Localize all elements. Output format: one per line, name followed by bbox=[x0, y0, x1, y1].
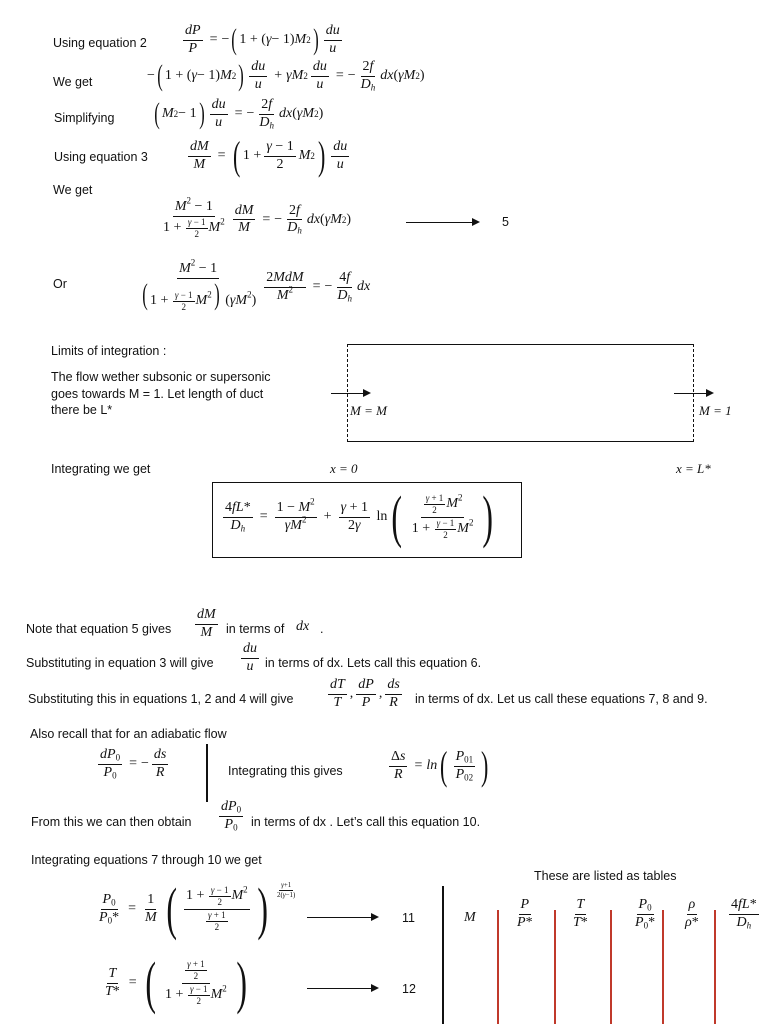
vertical-divider-1 bbox=[206, 744, 208, 802]
duct-right-mach: M = 1 bbox=[699, 403, 732, 418]
label-obtain-post: in terms of dx . Let’s call this equation 10. bbox=[251, 815, 481, 829]
label-limits-line2: goes towards M = 1. Let length of duct bbox=[51, 387, 264, 401]
label-tables-note: These are listed as tables bbox=[534, 869, 677, 883]
equation-dp0-over-p0: $\frac{dP_0}{P_0}$ = − $\frac{ds}{R}$ bbox=[100, 747, 167, 781]
duct-left-mach: M = M bbox=[350, 403, 387, 418]
math-du-over-u-inline: $\frac{du}{u}$ bbox=[243, 641, 257, 674]
table-divider-3 bbox=[610, 910, 612, 1024]
equation-5: $M^2 - 1$ 1 + $\frac{\gamma - 1}{2}$ $M^2$ $\frac{dM}{M}$ = − $\frac{2f}{D_h}$ dx ( γM 2 ) bbox=[163, 195, 352, 240]
duct-outlet-arrow bbox=[674, 393, 712, 394]
table-header-p0-ratio: $\frac{P_0}{P_0*}$ bbox=[635, 897, 656, 931]
equation-entropy-ratio: $\frac{\Delta s}{R}$ = ln ( $\frac{P_{01}}{P_{02}}$ ) bbox=[391, 743, 489, 788]
equation-dp-over-p: $\frac{dP}{P}$ = − ( 1 + ( γ − 1) M 2 ) $\frac{du}{u}$ bbox=[185, 23, 340, 57]
label-integrating-gives: Integrating this gives bbox=[228, 764, 343, 778]
label-we-get-2: We get bbox=[53, 183, 93, 197]
duct-top-wall bbox=[347, 344, 694, 345]
label-limits-line3: there be L* bbox=[51, 403, 113, 417]
table-header-p-ratio: $\frac{P}{P*}$ bbox=[517, 897, 533, 930]
math-dt-dp-ds-inline: $\frac{dT}{T}$ , $\frac{dP}{P}$ , $\frac{ds}{R}$ bbox=[330, 677, 400, 710]
label-or: Or bbox=[53, 277, 67, 291]
table-divider-5 bbox=[714, 910, 716, 1024]
table-header-t-ratio: $\frac{T}{T*}$ bbox=[573, 897, 588, 930]
equation-number-12: 12 bbox=[402, 982, 416, 996]
label-subst3-pre: Substituting in equation 3 will give bbox=[26, 656, 214, 670]
arrow-to-eq11 bbox=[307, 917, 377, 918]
arrow-to-eq5 bbox=[406, 222, 478, 223]
label-using-equation-3: Using equation 3 bbox=[54, 150, 148, 164]
duct-inlet-arrow bbox=[331, 393, 369, 394]
label-subst124-pre: Substituting this in equations 1, 2 and 4 will give bbox=[28, 692, 294, 706]
duct-bottom-wall bbox=[347, 441, 694, 442]
equation-dm-over-m: $\frac{dM}{M}$ = ( 1 + $\frac{\gamma - 1}{2}$ M 2 ) $\frac{du}{u}$ bbox=[190, 133, 348, 178]
equation-or-form: $M^2 - 1$ ( 1 + $\frac{\gamma - 1}{2}$ $M^2$) $(\gamma M^2)$ $\frac{\text{2MdM}}{M^2}$ = − $\frac{4f}{D_h}$ dx bbox=[142, 257, 371, 313]
label-subst3-post: in terms of dx. Lets call this equation 6. bbox=[265, 656, 482, 670]
label-integrating-we-get: Integrating we get bbox=[51, 462, 151, 476]
equation-fanno-length: $\frac{4fL*}{D_h}$ = $\frac{1 - M^2}{\gamma M^2}$ + $\frac{\gamma + 1}{2\gamma}$ ln ( $\frac{\gamma + 1}{2}$ $M^2$ 1 + $\frac{\gamma - 1}{2}$ $M^2$ ) bbox=[225, 484, 494, 549]
label-using-equation-2: Using equation 2 bbox=[53, 36, 147, 50]
label-note-pre: Note that equation 5 gives bbox=[26, 622, 172, 636]
table-divider-1 bbox=[497, 910, 499, 1024]
label-note-post: in terms of bbox=[226, 622, 285, 636]
label-obtain-pre: From this we can then obtain bbox=[31, 815, 192, 829]
equation-11: $\frac{P_0}{P_0*}$ = $\frac{1}{M}$ ( 1 + $\frac{\gamma - 1}{2}$ $M^2$ $\frac{\gamma + 1}{2}$ ) $\frac{\gamma+1}{2(\gamma-1)}$ bbox=[99, 876, 296, 941]
table-left-border bbox=[442, 886, 444, 1024]
arrow-to-eq12 bbox=[307, 988, 377, 989]
duct-right-x: x = L* bbox=[676, 461, 711, 476]
math-dx-inline: dx bbox=[296, 619, 310, 634]
table-divider-2 bbox=[554, 910, 556, 1024]
table-divider-4 bbox=[662, 910, 664, 1024]
equation-number-5: 5 bbox=[502, 215, 509, 229]
label-simplifying: Simplifying bbox=[54, 111, 115, 125]
equation-12: $\frac{T}{T*}$ = ( $\frac{\gamma + 1}{2}$ 1 + $\frac{\gamma - 1}{2}$ $M^2$ ) bbox=[105, 950, 247, 1015]
label-limits-title: Limits of integration : bbox=[51, 344, 167, 358]
equation-number-11: 11 bbox=[402, 911, 415, 925]
equation-momentum-substituted: − ( 1 + ( γ − 1) M 2 ) $\frac{du}{u}$ + γM 2 $\frac{du}{u}$ = − $\frac{2f}{D_h}$ dx ( γM 2 ) bbox=[147, 59, 425, 93]
table-header-fanno-parameter: $\frac{4fL*}{D_h}$ bbox=[731, 897, 757, 931]
label-subst124-post: in terms of dx. Let us call these equations 7, 8 and 9. bbox=[415, 692, 708, 706]
label-we-get-1: We get bbox=[53, 75, 93, 89]
math-dp0-over-p0-inline: $\frac{dP_0}{P_0}$ bbox=[221, 799, 242, 833]
label-note-end: . bbox=[320, 622, 324, 636]
table-header-density-ratio: $\frac{\rho}{\rho*}$ bbox=[685, 897, 699, 930]
duct-left-x: x = 0 bbox=[330, 461, 358, 476]
label-adiabatic: Also recall that for an adiabatic flow bbox=[30, 727, 227, 741]
table-header-mach: M bbox=[464, 910, 476, 925]
math-dm-over-m-inline: $\frac{dM}{M}$ bbox=[197, 607, 216, 640]
equation-simplified: ( M 2 − 1 ) $\frac{du}{u}$ = − $\frac{2f}{D_h}$ dx ( γM 2 ) bbox=[154, 97, 324, 131]
label-integrating-7-10: Integrating equations 7 through 10 we get bbox=[31, 853, 262, 867]
label-limits-line1: The flow wether subsonic or supersonic bbox=[51, 370, 271, 384]
